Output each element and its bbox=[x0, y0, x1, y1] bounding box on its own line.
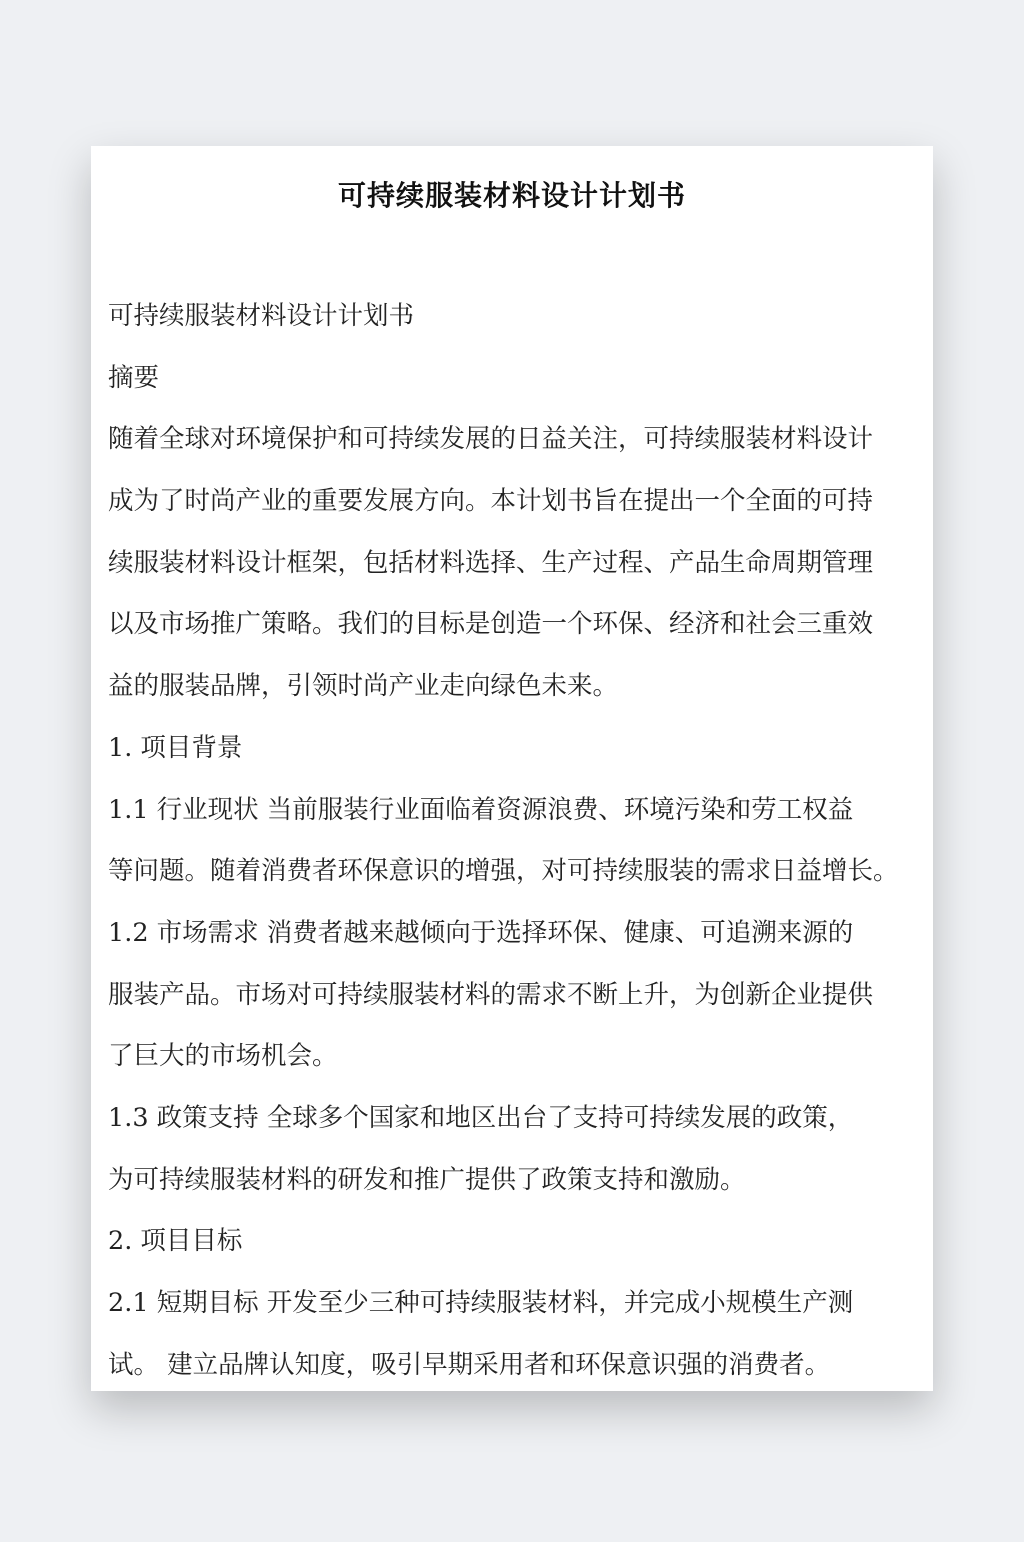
document-page bbox=[91, 146, 933, 1391]
text-line: 为可持续服装材料的研发和推广提供了政策支持和激励。 bbox=[108, 1164, 746, 1195]
text-line: 成为了时尚产业的重要发展方向。本计划书旨在提出一个全面的可持 bbox=[108, 486, 874, 517]
text-line: 可持续服装材料设计计划书 bbox=[108, 301, 415, 331]
text-line: 2.1 短期目标 开发至少三种可持续服装材料，并完成小规模生产测 bbox=[108, 1288, 854, 1318]
text-line: 以及市场推广策略。我们的目标是创造一个环保、经济和社会三重效 bbox=[108, 609, 874, 640]
section-heading: 1. 项目背景 bbox=[108, 732, 243, 763]
document-title: 可持续服装材料设计计划书 bbox=[337, 179, 686, 212]
section-heading-abstract: 摘要 bbox=[108, 362, 160, 393]
text-line: 1.3 政策支持 全球多个国家和地区出台了支持可持续发展的政策， bbox=[108, 1102, 854, 1133]
text-line: 益的服装品牌，引领时尚产业走向绿色未来。 bbox=[108, 671, 619, 702]
text-line: 1.1 行业现状 当前服装行业面临着资源浪费、环境污染和劳工权益 bbox=[108, 794, 854, 825]
document-body bbox=[108, 298, 918, 1391]
text-line: 等问题。随着消费者环保意识的增强，对可持续服装的需求日益增长。 bbox=[108, 856, 899, 887]
section-heading: 2. 项目目标 bbox=[108, 1226, 243, 1257]
text-line: 1.2 市场需求 消费者越来越倾向于选择环保、健康、可追溯来源的 bbox=[108, 917, 854, 948]
text-line: 随着全球对环境保护和可持续发展的日益关注，可持续服装材料设计 bbox=[108, 424, 874, 455]
text-line: 了巨大的市场机会。 bbox=[108, 1041, 338, 1072]
text-line: 服装产品。市场对可持续服装材料的需求不断上升，为创新企业提供 bbox=[108, 979, 874, 1010]
text-line: 续服装材料设计框架，包括材料选择、生产过程、产品生命周期管理 bbox=[108, 547, 874, 578]
text-line: 试。 建立品牌认知度，吸引早期采用者和环保意识强的消费者。 bbox=[108, 1349, 831, 1380]
